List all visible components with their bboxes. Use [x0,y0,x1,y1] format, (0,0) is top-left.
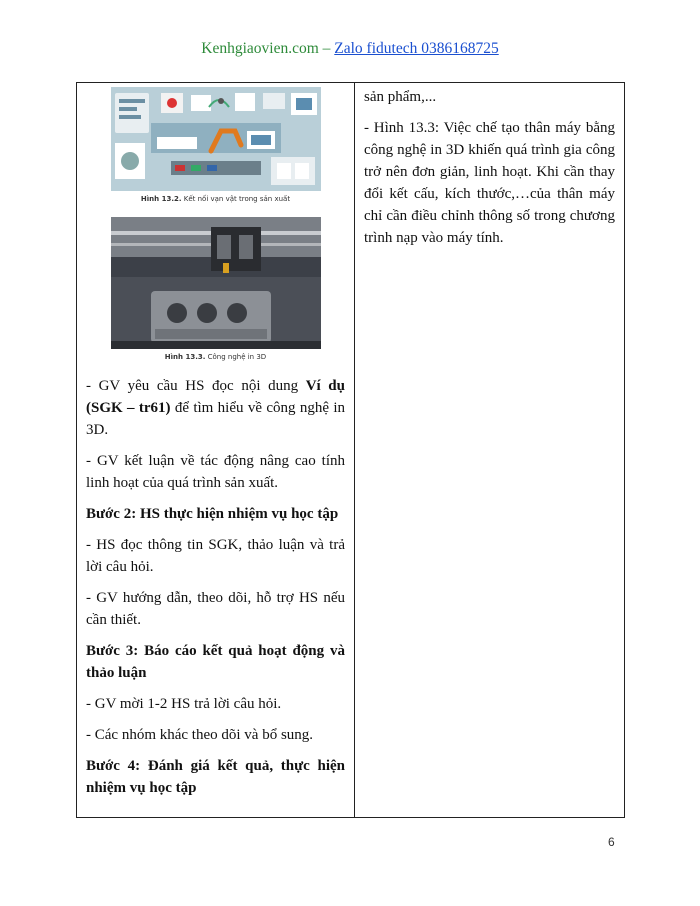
step-2-heading: Bước 2: HS thực hiện nhiệm vụ học tập [86,506,339,522]
header-contact-link[interactable]: Zalo fidutech 0386168725 [334,40,499,57]
lesson-table [76,82,625,818]
iot-manufacturing-image [111,87,321,191]
figure-13-2 [86,87,345,203]
left-column [77,83,355,818]
step-3-item-2: - Các nhóm khác theo dõi và bổ sung. [86,727,314,743]
figure-13-3 [86,217,345,361]
conclusion-paragraph: - GV kết luận về tác động nâng cao tính linh hoạt của quá trình sản xuất. [86,453,345,491]
header-separator: – [318,40,335,57]
step-4-heading: Bước 4: Đánh giá kết quả, thực hiện nhiệm vụ học tập [86,758,345,796]
step-2-item-2: - GV hướng dẫn, theo dõi, hỗ trợ HS nếu cần thiết. [86,590,345,628]
page-number: 6 [608,835,615,849]
right-continuation-text: sản phẩm,... [364,89,437,105]
3d-printer-image [111,217,321,349]
step-2-item-1: - HS đọc thông tin SGK, thảo luận và trả lời câu hỏi. [86,537,345,575]
figure-13-2-caption: Hình 13.2. Kết nối vạn vật trong sản xuất [140,195,291,203]
page-header [0,40,700,58]
instruction-paragraph: - GV yêu cầu HS đọc nội dung Ví dụ (SGK – tr61) để tìm hiểu về công nghệ in 3D. [86,378,345,438]
step-3-item-1: - GV mời 1-2 HS trả lời câu hỏi. [86,696,282,712]
figure-13-3-explanation: - Hình 13.3: Việc chế tạo thân máy bằng công nghệ in 3D khiến quá trình gia công trở nên đơn giản, linh hoạt. Khi cần thay đổi kết cấu, kích thước,…của thân máy chỉ cần điều chỉnh thông số trong chương trình nạp vào máy tính. [364,120,615,246]
step-3-heading: Bước 3: Báo cáo kết quả hoạt động và thảo luận [86,643,345,681]
header-site: Kenhgiaovien.com [201,40,319,57]
figure-13-3-caption: Hình 13.3. Công nghệ in 3D [164,353,267,361]
right-column [355,83,625,818]
